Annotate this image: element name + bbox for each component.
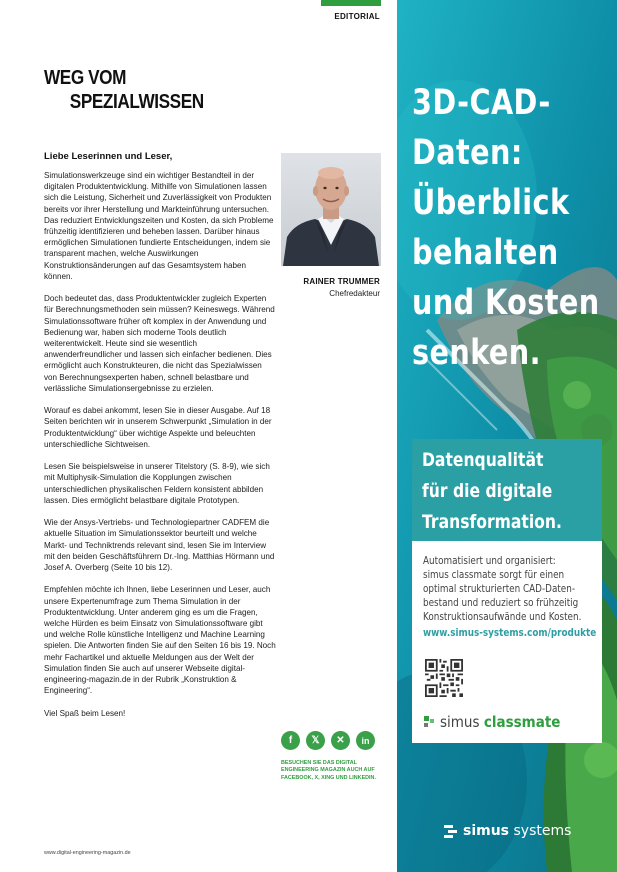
author-portrait: [281, 153, 381, 266]
ad-headline-line: behalten: [412, 233, 559, 273]
paragraph: Simulationswerkzeuge sind ein wichtiger Bestandteil in der digitalen Produktentwicklung. Mithilfe von Simulationen lassen sich die Leistung, Sicherheit und Zuverlässigkeit von Produkten bereits vor ihrer Herstellung und Markteinführung untersuchen. Das reduziert Entwicklungszeiten und Kosten, da sich Probleme frühzeitig identifizieren und beheben lassen. Darüber hinaus ermöglichen Simulationen fundierte Entscheidungen, indem sie transparent machen, welche Auswirkungen Konstruktionsänderungen auf das Gesamtsystem haben können.: [44, 171, 274, 281]
author-role: Chefredakteur: [329, 289, 380, 298]
xing-icon[interactable]: ✕: [331, 731, 350, 750]
simus-logo-icon: [444, 824, 458, 838]
paragraph: Empfehlen möchte ich Ihnen, liebe Leserinnen und Leser, auch unsere Expertenumfrage zum Thema Simulation in der Produktentwicklung. Unter anderem ging es um die Fragen, welche Hürden es beim Einsatz von Simulationssoftware gibt und welche Rolle künstliche Intelligenz und Machine Learning spielen. Die Antworten finden Sie auf den Seiten 16 bis 19. Noch mehr Fachartikel und aktuelle Meldungen aus der Welt der Simulation finden Sie auch auf unserer Webseite digital-engineering-magazin.de in der Rubrik „Konstruktion & Engineering“.: [44, 585, 276, 696]
ad-body-line: optimal strukturierten CAD-Daten-: [423, 583, 576, 595]
ad-body-text: [423, 554, 604, 624]
section-label: EDITORIAL: [334, 12, 380, 21]
social-note: BESUCHEN SIE DAS DIGITAL ENGINEERING MAGAZIN AUCH AUF FACEBOOK, X, XING UND LINKEDIN.: [281, 760, 376, 781]
article-headline: [44, 66, 204, 114]
footer-brand-light: systems: [513, 823, 572, 839]
ad-body-line: bestand und reduziert so frühzeitig: [423, 597, 579, 609]
ad-info-box: [412, 541, 602, 743]
ad-headline-line: senken.: [412, 333, 541, 373]
section-color-bar: [321, 0, 381, 6]
simus-systems-logo: [444, 823, 571, 839]
advertisement: [397, 0, 617, 872]
x-icon[interactable]: 𝕏: [306, 731, 325, 750]
ad-headline-line: Überblick: [412, 183, 570, 223]
headline-line-1: WEG VOM: [44, 67, 127, 89]
ad-body-line: simus classmate sorgt für einen: [423, 569, 565, 581]
tagline-line: Datenqualität: [422, 449, 544, 471]
ad-link[interactable]: www.simus-systems.com/produkte: [423, 627, 597, 639]
brand-light: simus: [440, 713, 480, 731]
article-body: [44, 170, 276, 730]
ad-headline: [412, 78, 600, 378]
paragraph: Lesen Sie beispielsweise in unserer Titelstory (S. 8-9), wie sich mit Multiphysik-Simulation die Kopplungen zwischen unterschiedlichen physikalischen Feldern konsistent abbilden lassen. Dies ermöglicht belastbare digitale Prototypen.: [44, 462, 270, 505]
footer-brand-bold: simus: [463, 823, 510, 839]
ad-headline-line: 3D-CAD-: [412, 83, 551, 123]
brand-bold: classmate: [483, 713, 561, 731]
greeting: Liebe Leserinnen und Leser,: [44, 151, 173, 162]
linkedin-icon[interactable]: in: [356, 731, 375, 750]
closing-line: Viel Spaß beim Lesen!: [44, 708, 126, 718]
author-name: RAINER TRUMMER: [303, 277, 380, 286]
qr-code-icon[interactable]: [425, 659, 463, 697]
classmate-logo-icon: [424, 716, 436, 728]
paragraph: Doch bedeutet das, dass Produktentwickler zugleich Experten für Berechnungsmethoden sein müssen? Keineswegs. Während Simulationssoftware früher oft komplex in der Anwendung und Bedienung war, haben sich moderne Tools deutlich weiterentwickelt. Heute sind sie wesentlich anwenderfreundlicher und lassen sich einfacher bedienen. Dies ermöglicht auch Konstrukteuren, die nicht das Spezialwissen von Berechnungsexperten haben, schnell belastbare und verlässliche Simulationsergebnisse zu erzielen.: [44, 294, 275, 393]
facebook-icon[interactable]: f: [281, 731, 300, 750]
social-links: [281, 731, 375, 750]
ad-headline-line: Daten:: [412, 133, 523, 173]
paragraph: Worauf es dabei ankommt, lesen Sie in dieser Ausgabe. Auf 18 Seiten berichten wir in unserem Schwerpunkt „Simulation in der Produktentwicklung“ über wichtige Aspekte und beleuchten unterschiedliche Sichtweisen.: [44, 406, 272, 449]
ad-body-line: Konstruktionsaufwände und Kosten.: [423, 611, 582, 623]
ad-body-line: Automatisiert und organisiert:: [423, 555, 556, 567]
simus-classmate-logo: [424, 713, 574, 731]
tagline-line: Transformation.: [422, 511, 562, 533]
tagline-line: für die digitale: [422, 480, 553, 502]
paragraph: Wie der Ansys-Vertriebs- und Technologiepartner CADFEM die aktuelle Situation im Simulationssektor beurteilt und welche Markt- und Techniktrends relevant sind, lesen Sie im Interview mit den beiden Geschäftsführern Dr.-Ing. Matthias Hörmann und Josef A. Overberg (Seite 10 bis 12).: [44, 518, 275, 573]
ad-tagline-box: [412, 439, 602, 541]
headline-line-2: SPEZIALWISSEN: [69, 91, 204, 113]
ad-headline-line: und Kosten: [412, 283, 600, 323]
footer-url[interactable]: www.digital-engineering-magazin.de: [44, 850, 131, 856]
portrait-illustration: [281, 153, 381, 266]
